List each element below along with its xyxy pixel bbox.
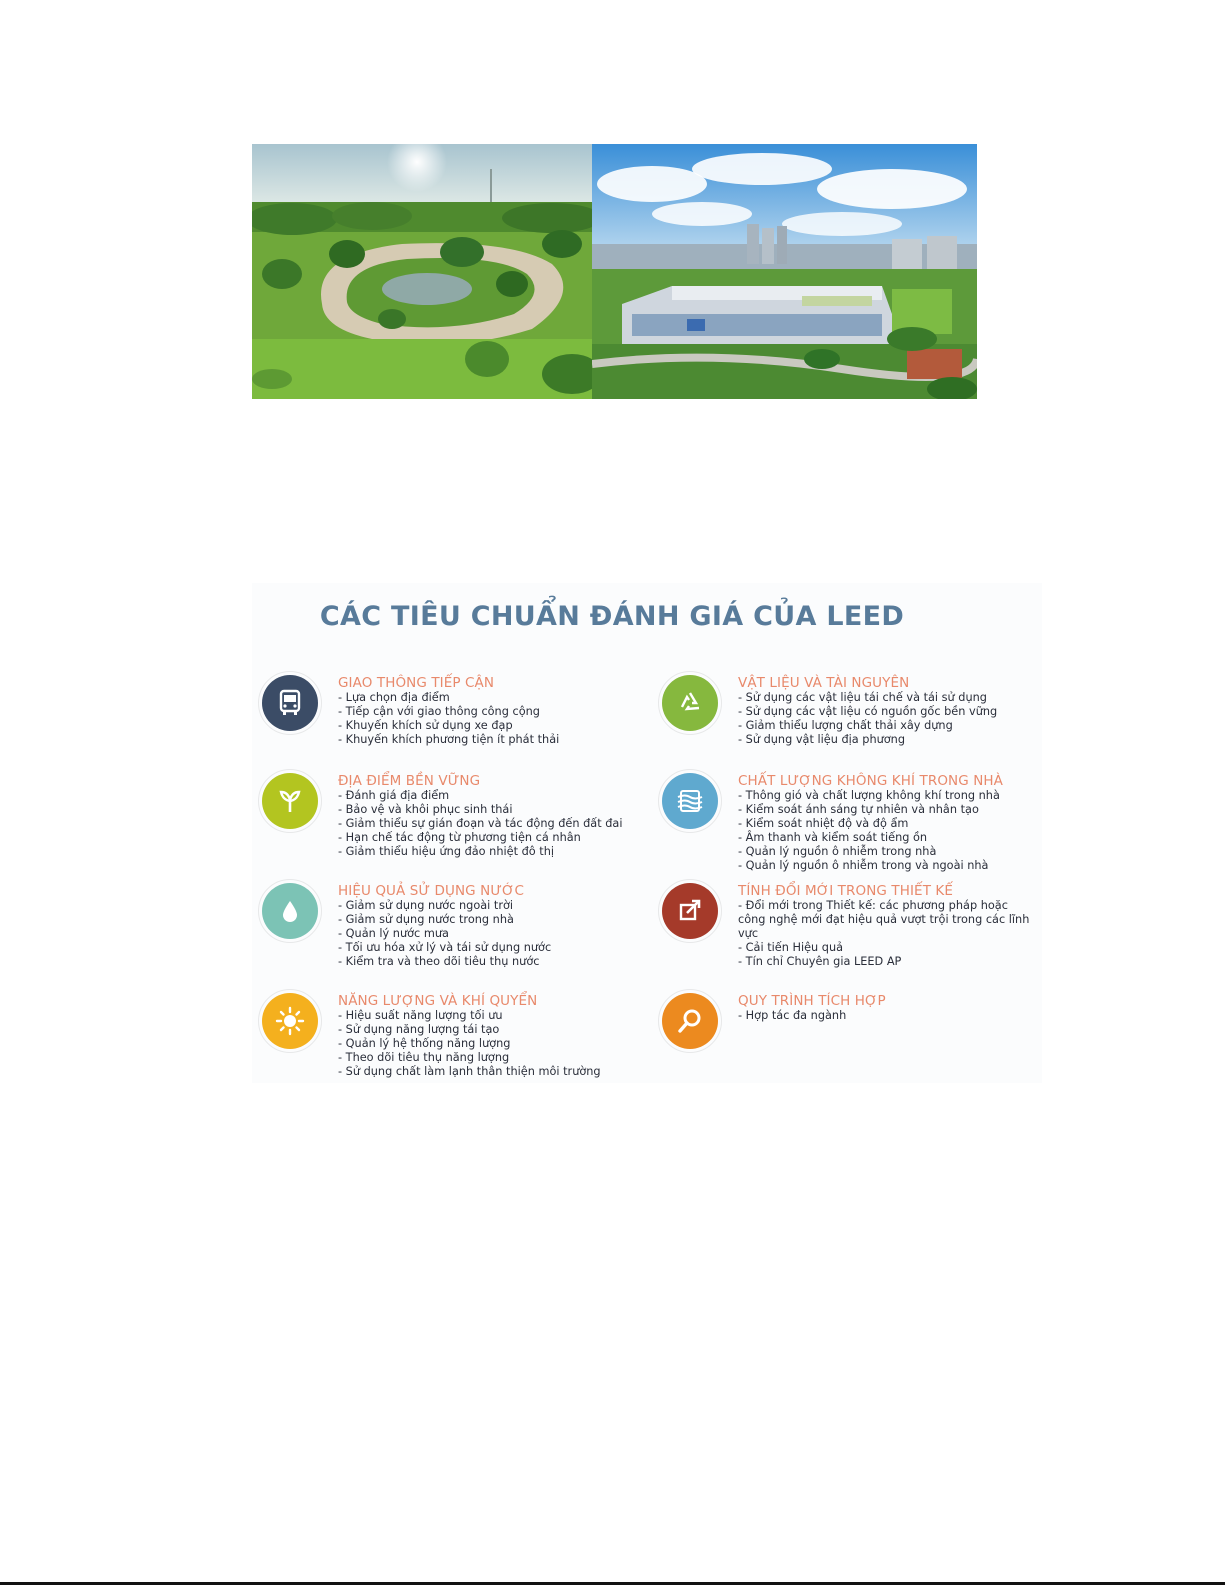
criterion-item: - Bảo vệ và khôi phục sinh thái bbox=[338, 803, 513, 816]
sun-icon bbox=[262, 993, 318, 1049]
criterion-heading: NĂNG LƯỢNG VÀ KHÍ QUYỂN bbox=[338, 993, 538, 1009]
criterion-item: - Giảm thiểu lượng chất thải xây dựng bbox=[738, 719, 953, 732]
criterion-item: - Đánh giá địa điểm bbox=[338, 789, 450, 802]
leed-infographic bbox=[252, 583, 1042, 1083]
criterion-item: - Kiểm tra và theo dõi tiêu thụ nước bbox=[338, 955, 540, 968]
criterion-item: - Tối ưu hóa xử lý và tái sử dụng nước bbox=[338, 941, 552, 954]
criterion-item: - Cải tiến Hiệu quả bbox=[738, 941, 844, 954]
criterion-item: - Giảm thiểu sự gián đoạn và tác động đến đất đai bbox=[338, 817, 623, 830]
criterion-item: - Quản lý nguồn ô nhiễm trong và ngoài nhà bbox=[738, 859, 989, 872]
criterion-heading: ĐỊA ĐIỂM BỀN VỮNG bbox=[338, 773, 481, 789]
criterion-item: - Lựa chọn địa điểm bbox=[338, 691, 450, 704]
criterion-item: - Sử dụng các vật liệu tái chế và tái sử dụng bbox=[738, 691, 987, 704]
criterion-item: - Quản lý nước mưa bbox=[338, 927, 449, 940]
criterion-item: - Khuyến khích sử dụng xe đạp bbox=[338, 719, 513, 732]
innovation-icon bbox=[662, 883, 718, 939]
criterion-heading: TÍNH ĐỔI MỚI TRONG THIẾT KẾ bbox=[738, 883, 954, 899]
criterion-item: - Theo dõi tiêu thụ năng lượng bbox=[338, 1051, 510, 1064]
air-icon bbox=[662, 773, 718, 829]
criterion-item: - Giảm sử dụng nước trong nhà bbox=[338, 913, 514, 926]
criterion-item: - Đổi mới trong Thiết kế: các phương pháp hoặc công nghệ mới đạt hiệu quả vượt trội trong các lĩnh vực bbox=[738, 899, 1030, 940]
water-drop-icon bbox=[262, 883, 318, 939]
criterion-item: - Giảm thiểu hiệu ứng đảo nhiệt đô thị bbox=[338, 845, 555, 858]
search-icon bbox=[662, 993, 718, 1049]
criterion-item: - Tiếp cận với giao thông công cộng bbox=[338, 705, 540, 718]
criterion-item: - Kiểm soát ánh sáng tự nhiên và nhân tạo bbox=[738, 803, 979, 816]
criterion-heading: GIAO THÔNG TIẾP CẬN bbox=[338, 675, 495, 691]
criterion-item: - Hiệu suất năng lượng tối ưu bbox=[338, 1009, 503, 1022]
criterion-item: - Sử dụng năng lượng tái tạo bbox=[338, 1023, 500, 1036]
criterion-item: - Sử dụng vật liệu địa phương bbox=[738, 733, 906, 746]
criterion-item: - Tín chỉ Chuyên gia LEED AP bbox=[738, 955, 902, 968]
park-photo bbox=[252, 144, 592, 399]
criterion-item: - Hạn chế tác động từ phương tiện cá nhân bbox=[338, 831, 581, 844]
criterion-item: - Quản lý hệ thống năng lượng bbox=[338, 1037, 511, 1050]
criterion-heading: CHẤT LƯỢNG KHÔNG KHÍ TRONG NHÀ bbox=[738, 773, 1003, 789]
photo-strip bbox=[252, 144, 977, 399]
criterion-item: - Quản lý nguồn ô nhiễm trong nhà bbox=[738, 845, 937, 858]
criterion-heading: QUY TRÌNH TÍCH HỢP bbox=[738, 993, 886, 1009]
recycle-icon bbox=[662, 675, 718, 731]
criterion-heading: VẬT LIỆU VÀ TÀI NGUYÊN bbox=[738, 675, 910, 691]
sprout-icon bbox=[262, 773, 318, 829]
infographic-title: CÁC TIÊU CHUẨN ĐÁNH GIÁ CỦA LEED bbox=[319, 601, 905, 632]
criterion-item: - Kiểm soát nhiệt độ và độ ẩm bbox=[738, 817, 909, 830]
criterion-item: - Sử dụng chất làm lạnh thân thiện môi trường bbox=[338, 1065, 601, 1078]
criterion-heading: HIỆU QUẢ SỬ DỤNG NƯỚC bbox=[338, 883, 524, 899]
criterion-item: - Âm thanh và kiểm soát tiếng ồn bbox=[738, 831, 928, 844]
criterion-item: - Khuyến khích phương tiện ít phát thải bbox=[338, 733, 560, 746]
mall-photo bbox=[592, 144, 977, 399]
criterion-item: - Hợp tác đa ngành bbox=[738, 1009, 847, 1022]
criterion-item: - Sử dụng các vật liệu có nguồn gốc bền vững bbox=[738, 705, 998, 718]
criterion-item: - Thông gió và chất lượng không khí trong nhà bbox=[738, 789, 1000, 802]
bus-icon bbox=[262, 675, 318, 731]
criterion-item: - Giảm sử dụng nước ngoài trời bbox=[338, 899, 514, 912]
